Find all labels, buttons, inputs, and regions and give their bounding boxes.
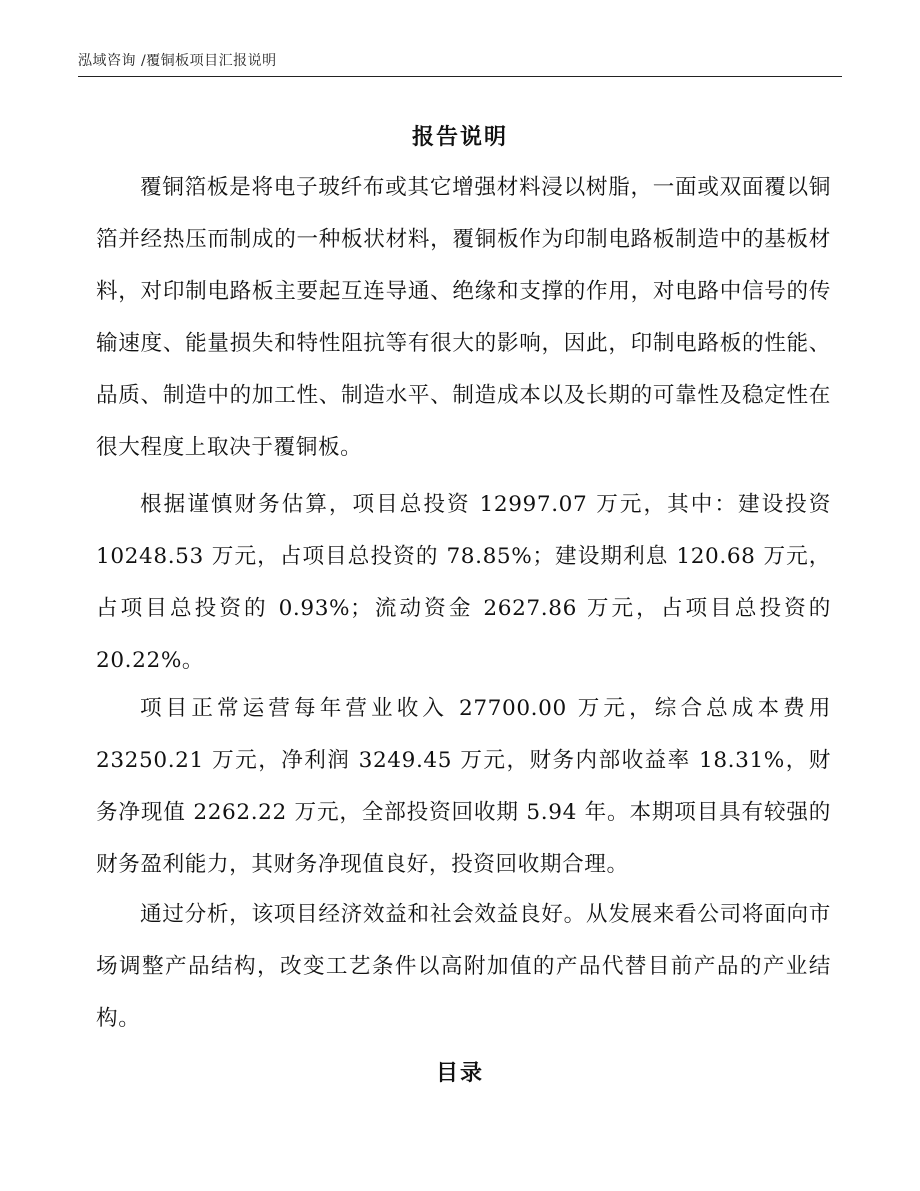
page-header: [78, 52, 842, 77]
toc-title: 目录: [435, 1060, 484, 1086]
paragraph-text: 覆铜箔板是将电子玻纤布或其它增强材料浸以树脂，一面或双面覆以铜箔并经热压而制成的一种板状材料，覆铜板作为印制电路板制造中的基板材料，对印制电路板主要起互连导通、绝缘和支撑的作用，对电路中信号的传输速度、能量损失和特性阻抗等有很大的影响，因此，印制电路板的性能、品质、制造中的加工性、制造水平、制造成本以及长期的可靠性及稳定性在很大程度上取决于覆铜板。: [96, 175, 831, 460]
paragraph-intro: [96, 162, 831, 474]
paragraph-text: 通过分析，该项目经济效益和社会效益良好。从发展来看公司将面向市场调整产品结构，改变工艺条件以高附加值的产品代替目前产品的产业结构。: [96, 902, 831, 1031]
header-text: 泓域咨询 /覆铜板项目汇报说明: [78, 53, 277, 69]
paragraph-text: 根据谨慎财务估算，项目总投资 12997.07 万元，其中：建设投资 10248.53 万元，占项目总投资的 78.85%；建设期利息 120.68 万元，占项目总投资的 0.93%；流动资金 2627.86 万元，占项目总投资的 20.22%。: [96, 492, 831, 673]
report-title: 报告说明: [411, 124, 508, 150]
paragraph-revenue: [96, 683, 831, 891]
paragraph-analysis: [96, 889, 831, 1045]
paragraph-investment: [96, 479, 831, 687]
paragraph-text: 项目正常运营每年营业收入 27700.00 万元，综合总成本费用 23250.21 万元，净利润 3249.45 万元，财务内部收益率 18.31%，财务净现值 2262.22 万元，全部投资回收期 5.94 年。本期项目具有较强的财务盈利能力，其财务净现值良好，投资回收期合理。: [96, 696, 831, 877]
